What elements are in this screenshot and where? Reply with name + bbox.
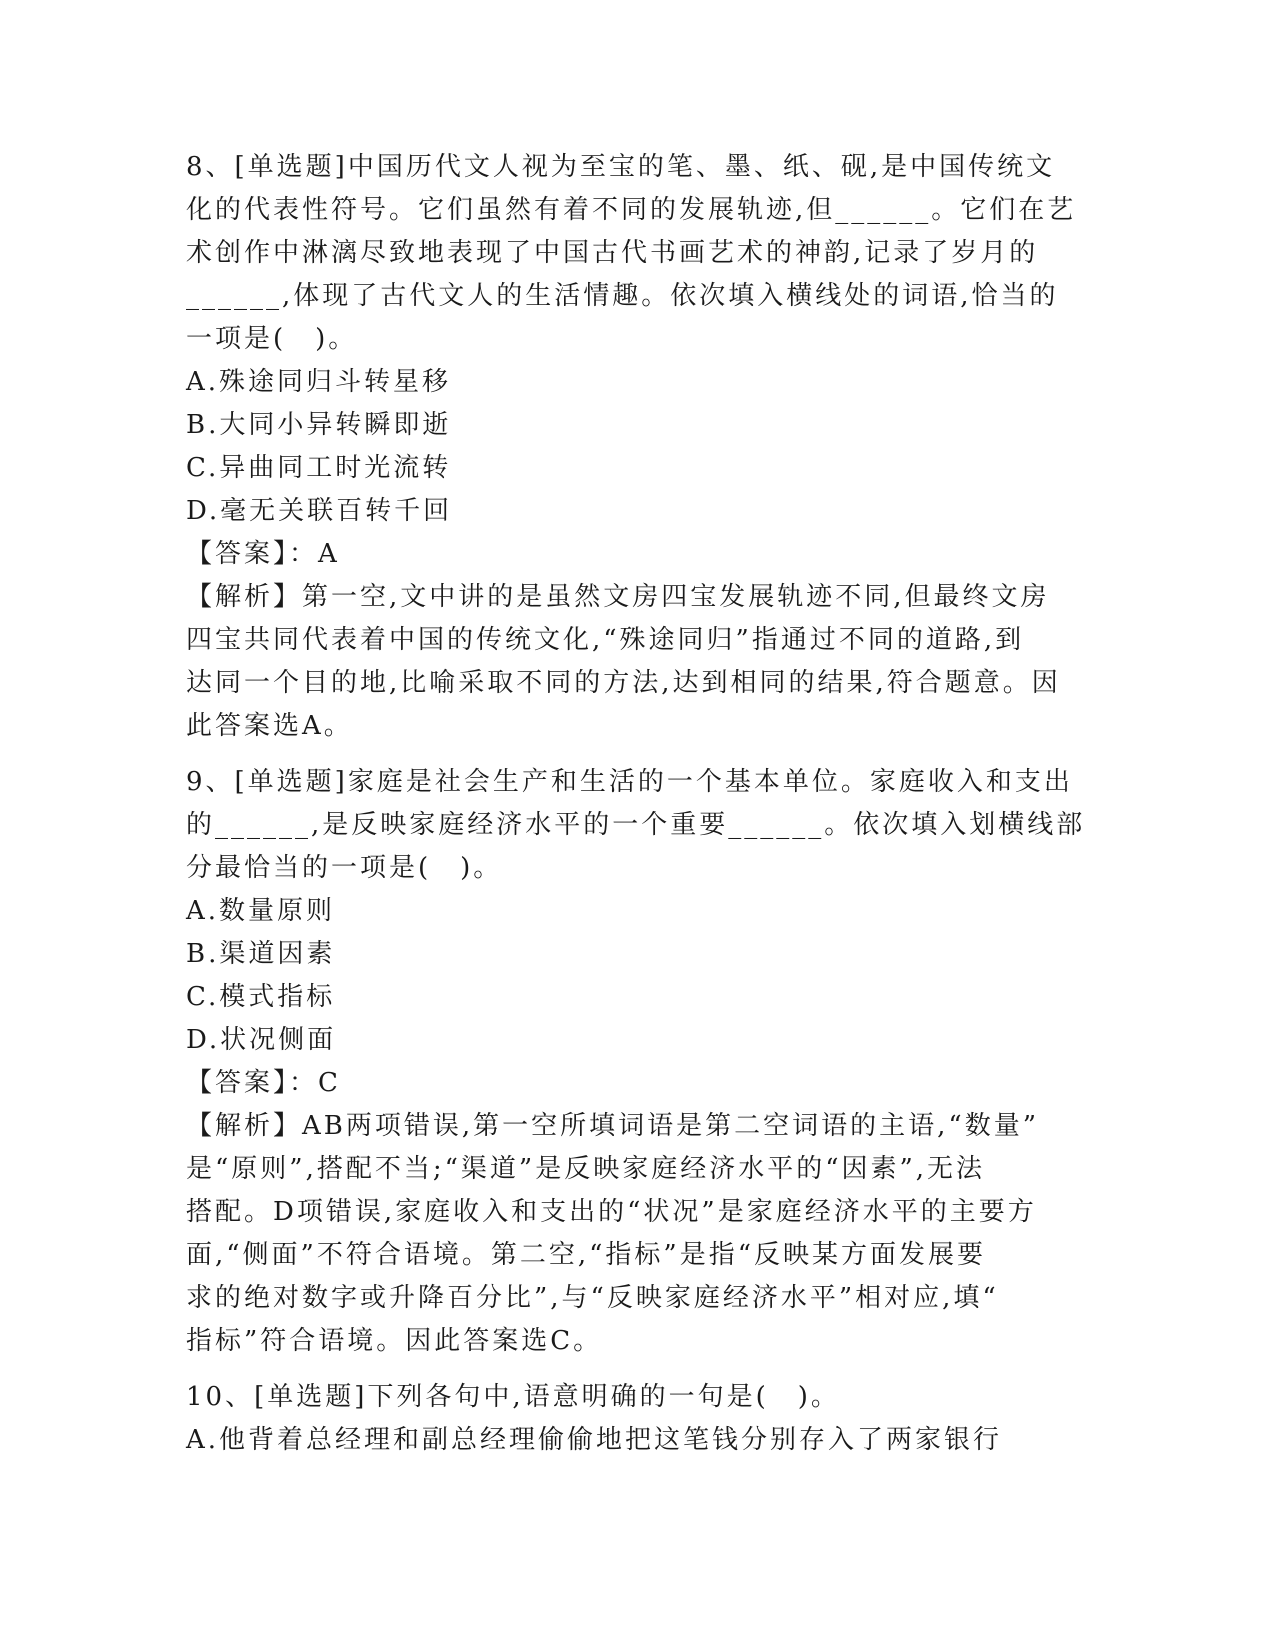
option-c: C.异曲同工时光流转 — [186, 453, 452, 483]
option-a: A.数量原则 — [186, 896, 336, 926]
analysis-line: 面,“侧面”不符合语境。第二空,“指标”是指“反映某方面发展要 — [186, 1240, 986, 1270]
question-text-line: 术创作中淋漓尽致地表现了中国古代书画艺术的神韵,记录了岁月的 — [186, 238, 1039, 268]
option-b: B.渠道因素 — [186, 939, 336, 969]
question-text-line: 9、[单选题]家庭是社会生产和生活的一个基本单位。家庭收入和支出 — [186, 767, 1073, 797]
analysis-line: 是“原则”,搭配不当;“渠道”是反映家庭经济水平的“因素”,无法 — [186, 1154, 986, 1184]
question-text-line: 的______,是反映家庭经济水平的一个重要______。依次填入划横线部 — [186, 810, 1086, 840]
question-text-line: 一项是( )。 — [186, 324, 358, 354]
spacer — [186, 1363, 1086, 1376]
question-text-line: 10、[单选题]下列各句中,语意明确的一句是( )。 — [186, 1382, 840, 1412]
document-page — [186, 146, 1086, 1462]
analysis-line: 四宝共同代表着中国的传统文化,“殊途同归”指通过不同的道路,到 — [186, 625, 1025, 655]
analysis-line: 求的绝对数字或升降百分比”,与“反映家庭经济水平”相对应,填“ — [186, 1283, 999, 1313]
analysis-line: 达同一个目的地,比喻采取不同的方法,达到相同的结果,符合题意。因 — [186, 668, 1061, 698]
question-10 — [186, 1376, 1086, 1462]
option-a: A.他背着总经理和副总经理偷偷地把这笔钱分别存入了两家银行 — [186, 1425, 1003, 1455]
question-text-line: 8、[单选题]中国历代文人视为至宝的笔、墨、纸、砚,是中国传统文 — [186, 152, 1056, 182]
analysis-line: 【解析】AB两项错误,第一空所填词语是第二空词语的主语,“数量” — [186, 1111, 1039, 1141]
answer: 【答案】：C — [186, 1068, 341, 1098]
question-text-line: 化的代表性符号。它们虽然有着不同的发展轨迹,但______。它们在艺 — [186, 195, 1077, 225]
answer: 【答案】：A — [186, 539, 340, 569]
analysis-line: 搭配。D项错误,家庭收入和支出的“状况”是家庭经济水平的主要方 — [186, 1197, 1037, 1227]
option-d: D.毫无关联百转千回 — [186, 496, 453, 526]
analysis-line: 此答案选A。 — [186, 711, 353, 741]
option-c: C.模式指标 — [186, 982, 336, 1012]
option-a: A.殊途同归斗转星移 — [186, 367, 452, 397]
option-b: B.大同小异转瞬即逝 — [186, 410, 452, 440]
question-text-line: ______,体现了古代文人的生活情趣。依次填入横线处的词语,恰当的 — [186, 281, 1059, 311]
question-8 — [186, 146, 1086, 748]
analysis-line: 【解析】第一空,文中讲的是虽然文房四宝发展轨迹不同,但最终文房 — [186, 582, 1050, 612]
spacer — [186, 748, 1086, 761]
question-text-line: 分最恰当的一项是( )。 — [186, 853, 503, 883]
option-d: D.状况侧面 — [186, 1025, 337, 1055]
analysis-line: 指标”符合语境。因此答案选C。 — [186, 1326, 603, 1356]
question-9 — [186, 761, 1086, 1363]
